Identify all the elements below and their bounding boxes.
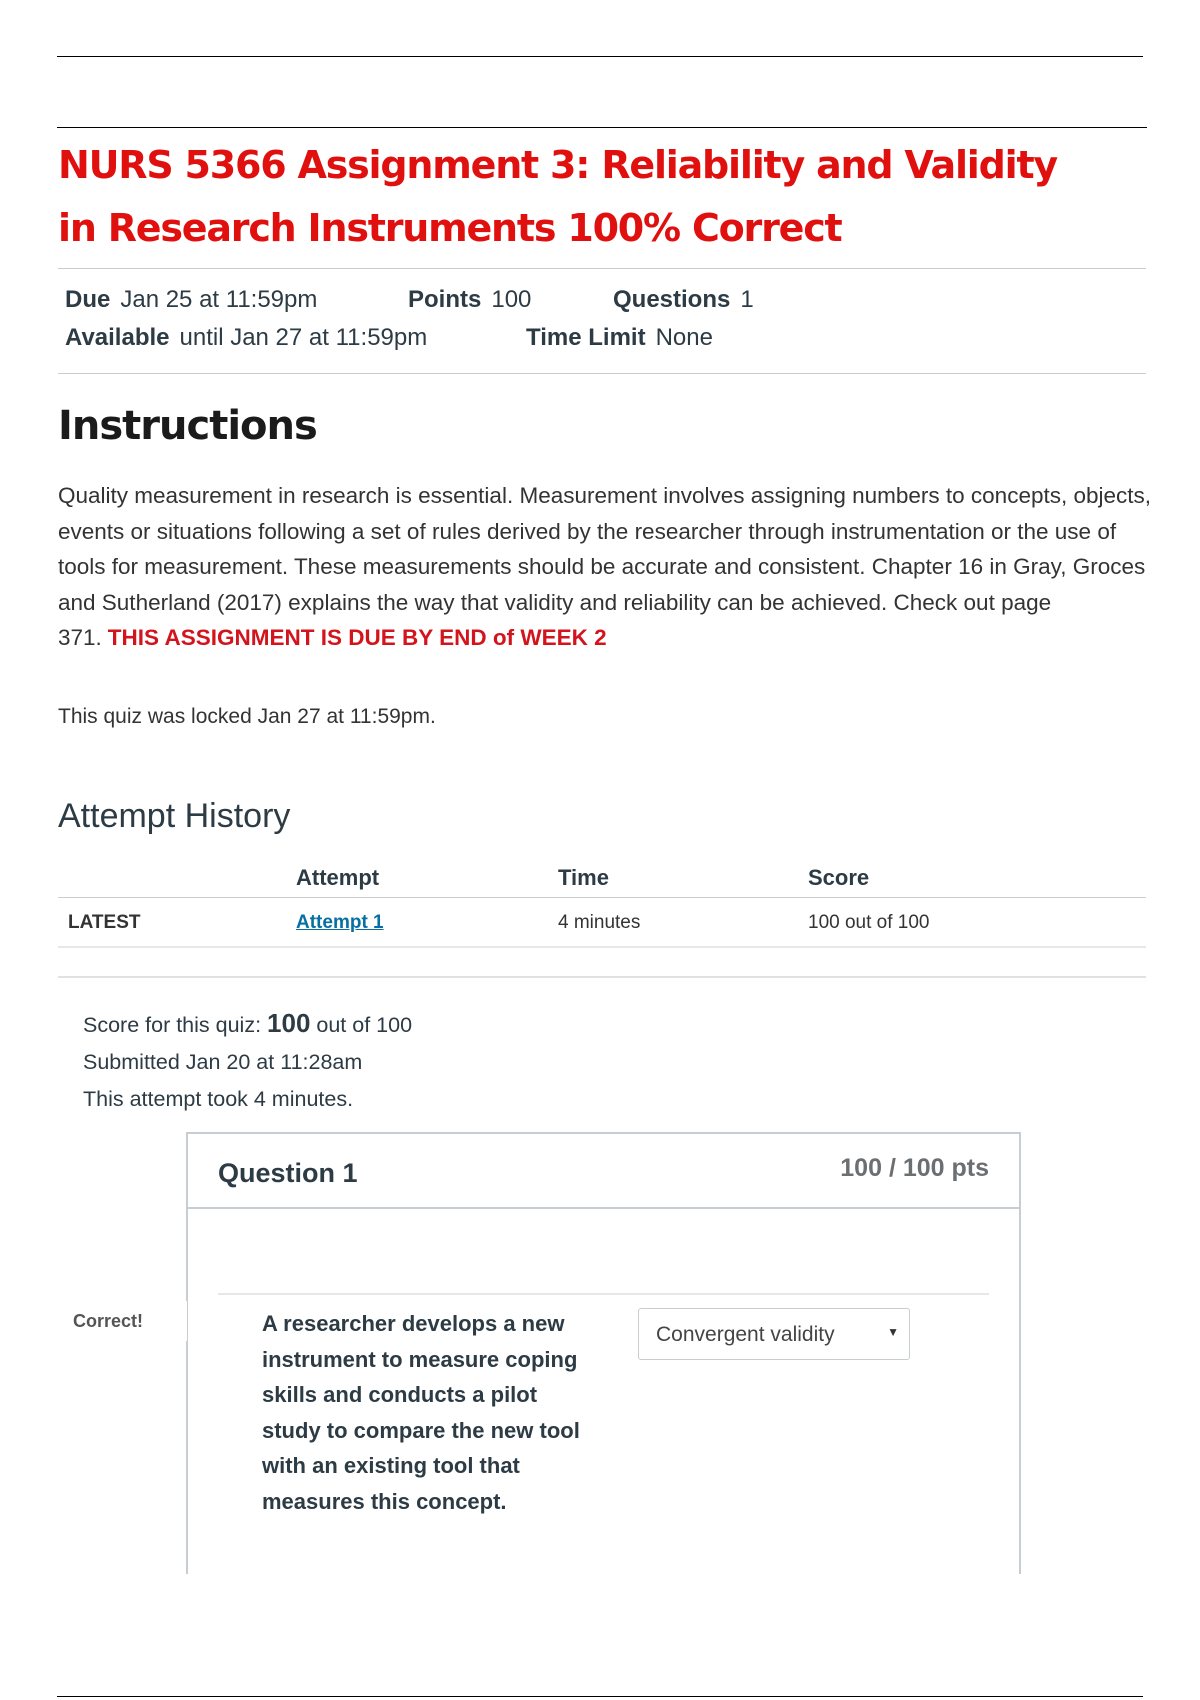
score-value: 100 bbox=[267, 1008, 311, 1038]
meta-due-label: Due bbox=[65, 286, 111, 313]
question-card bbox=[186, 1132, 1021, 1574]
attempt-status: LATEST bbox=[68, 912, 141, 933]
quiz-meta bbox=[58, 268, 1146, 374]
quiz-summary bbox=[83, 1005, 412, 1118]
meta-due-value: Jan 25 at 11:59pm bbox=[120, 286, 318, 313]
locked-notice: This quiz was locked Jan 27 at 11:59pm. bbox=[58, 705, 436, 728]
meta-available bbox=[65, 324, 427, 352]
meta-available-value: until Jan 27 at 11:59pm bbox=[179, 324, 428, 351]
instructions-body bbox=[58, 478, 1153, 656]
meta-points bbox=[408, 286, 531, 314]
duration-line: This attempt took 4 minutes. bbox=[83, 1087, 354, 1111]
answer-select[interactable] bbox=[638, 1308, 910, 1360]
attempt-score: 100 out of 100 bbox=[808, 912, 930, 933]
meta-questions-label: Questions bbox=[613, 286, 731, 313]
meta-available-label: Available bbox=[65, 324, 170, 351]
top-rule bbox=[57, 56, 1143, 57]
meta-time-limit bbox=[526, 324, 713, 352]
score-suffix: out of 100 bbox=[310, 1013, 413, 1037]
page-title: NURS 5366 Assignment 3: Reliability and Validity in Research Instruments 100% Correct bbox=[58, 143, 1057, 250]
attempt-history-table bbox=[58, 857, 1146, 948]
question-title: Question 1 bbox=[218, 1158, 358, 1188]
attempt-time: 4 minutes bbox=[558, 912, 641, 933]
meta-points-label: Points bbox=[408, 286, 482, 313]
question-text: A researcher develops a new instrument to measure coping skills and conducts a pilot study to compare the new tool with an existing tool that measures this concept. bbox=[262, 1311, 580, 1514]
due-note: THIS ASSIGNMENT IS DUE BY END of WEEK 2 bbox=[107, 625, 607, 650]
meta-due bbox=[65, 286, 317, 314]
attempt-cell bbox=[296, 912, 384, 934]
chevron-down-icon: ▼ bbox=[887, 1325, 899, 1339]
meta-questions bbox=[613, 286, 754, 314]
answer-select-value: Convergent validity bbox=[656, 1323, 835, 1346]
attempt-link[interactable]: Attempt 1 bbox=[296, 912, 384, 933]
attempt-table-header bbox=[58, 857, 1146, 898]
submitted-line: Submitted Jan 20 at 11:28am bbox=[83, 1050, 363, 1074]
meta-points-value: 100 bbox=[491, 286, 532, 313]
score-prefix: Score for this quiz: bbox=[83, 1013, 268, 1037]
bottom-rule bbox=[57, 1696, 1143, 1697]
question-points: 100 / 100 pts bbox=[840, 1154, 989, 1182]
instructions-text: Quality measurement in research is essential. Measurement involves assigning numbers to concepts, objects, events or situations following a set of rules derived by the researcher through instrumentation or the use of tools for measurement. These measurements should be accurate and consistent. Chapter 16 in Gray, Groces and Sutherland (2017) explains the way that validity and reliability can be achieved. Check out page 371. bbox=[58, 483, 1152, 650]
instructions-heading: Instructions bbox=[58, 403, 317, 449]
question-divider bbox=[218, 1293, 989, 1295]
section-divider bbox=[58, 976, 1146, 978]
table-row bbox=[58, 898, 1146, 948]
correct-label: Correct! bbox=[73, 1311, 144, 1331]
column-header-attempt: Attempt bbox=[296, 865, 380, 890]
column-header-score: Score bbox=[808, 865, 870, 890]
meta-time-limit-value: None bbox=[655, 324, 713, 351]
meta-time-limit-label: Time Limit bbox=[526, 324, 646, 351]
title-rule bbox=[57, 127, 1147, 128]
attempt-history-heading: Attempt History bbox=[58, 797, 291, 835]
score-line bbox=[83, 1005, 412, 1044]
column-header-time: Time bbox=[558, 865, 609, 890]
question-header bbox=[188, 1134, 1019, 1209]
meta-questions-value: 1 bbox=[740, 286, 754, 313]
